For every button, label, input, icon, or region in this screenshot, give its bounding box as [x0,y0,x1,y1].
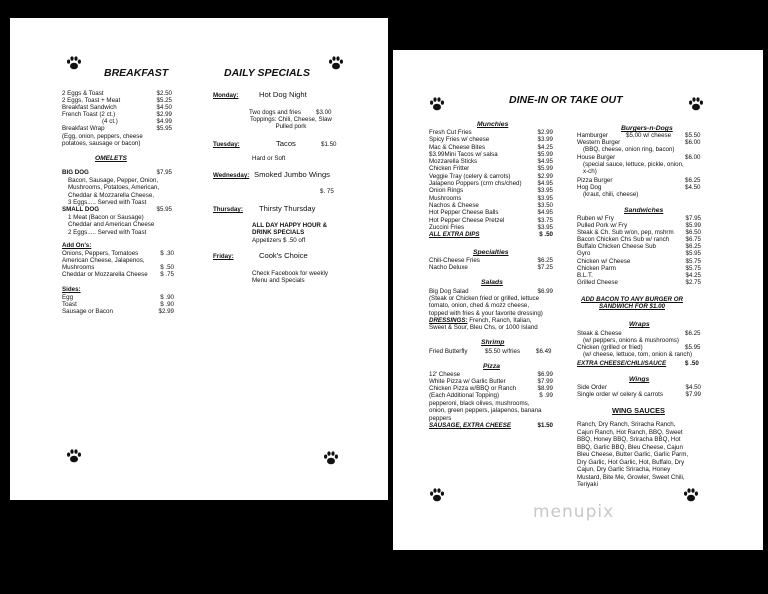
house-description: (special sauce, lettuce, pickle, onion, x-ch) [583,161,684,176]
item-price: $5.95 [156,206,172,213]
list-item: Mushrooms $ .50 [62,264,174,272]
monday-price: $3.00 [316,109,332,116]
sides-title: Sides: [62,286,81,293]
list-item: Egg $ .90 [62,294,174,301]
list-item: Mushrooms $3.95 [429,194,553,202]
list-item: (4 ct.) $4.99 [102,118,172,126]
list-item: Chicken Parm $5.75 [577,264,701,272]
item-name: BIG DOG [62,169,89,176]
list-item: Mac & Cheese Bites $4.25 [429,143,553,151]
list-item: (Each Additional Topping) $ .99 [429,392,553,400]
paw-print-icon [66,448,82,464]
friday-description: Check Facebook for weekly Menu and Specials [252,270,329,285]
addons-list [62,250,174,278]
list-item: Sausage or Bacon $2.99 [62,308,174,316]
omelets-title: OMELETS [95,155,127,162]
shrimp-detail: $5.50 w/fries [485,348,521,355]
list-item: Pulled Pork w/ Fry $5.99 [577,222,701,230]
addons-title: Add On's: [62,242,92,249]
add-bacon-note: ADD BACON TO ANY BURGER OR SANDWICH FOR $1.00 [581,296,683,311]
wednesday-title: Smoked Jumbo Wings [254,170,330,179]
wraps-title: Wraps [629,321,650,328]
tuesday-label: Tuesday: [213,141,240,148]
specialties-title: Specialties [473,249,509,256]
pizza-toppings: pepperoni, black olives, mushrooms, onion, green peppers, jalapenos, banana peppers [429,400,542,422]
left-menu-page [10,18,388,500]
list-item: White Pizza w/ Garlic Butter $7.99 [429,378,553,386]
list-item: American Cheese, Jalapenos, [62,257,145,265]
list-item: Jalapeno Poppers (crm chs/ched) $4.95 [429,180,553,188]
list-item: Buffalo Chicken Cheese Sub $6.25 [577,243,701,251]
western-price: $6.00 [685,139,701,146]
hamburger-price: $5.50 [685,132,701,139]
wednesday-price: $. 75 [320,188,334,195]
list-item: ALL EXTRA DIPS $ .50 [429,231,553,239]
list-item: 2 Eggs & Toast $2.50 [62,90,172,97]
sandwiches-title: Sandwiches [624,207,664,214]
dressings-label: DRESSINGS: [429,317,468,324]
pizza-burger-price: $6.25 [685,177,701,184]
pizza-extra-row [429,422,553,429]
munchies-list [429,129,553,238]
list-item: Cheddar or Mozzarella Cheese $ .75 [62,271,174,279]
munchies-title: Munchies [477,121,509,128]
hog-dog-price: $4.50 [685,184,701,191]
tuesday-description: Hard or Soft [252,155,286,162]
list-item: B.L.T. $4.25 [577,271,701,279]
item-price: $6.99 [537,288,553,295]
breakfast-title: BREAKFAST [104,67,169,79]
small-dog-row [62,206,172,213]
list-item: Fresh Cut Fries $2.99 [429,129,553,136]
hamburger-cheese: $5.00 w/ cheese [626,132,672,139]
list-item: Onions, Peppers, Tomatoes $ .30 [62,250,174,257]
wing-sauces-title: WING SAUCES [612,406,665,415]
house-name: House Burger [577,154,616,161]
list-item: Steak & Ch. Sub w/on, pep, mshrm $6.50 [577,229,701,237]
item-name: SMALL DOG [62,206,100,213]
list-item: $3.99Mini Tacos w/ salsa $5.99 [429,150,553,158]
list-item: Spicy Fries w/ cheese $3.99 [429,136,553,144]
list-item: Bacon Chicken Chs Sub w/ ranch $6.75 [577,236,701,244]
hamburger-name: Hamburger [577,132,608,139]
pizza-burger-name: Pizza Burger [577,177,613,184]
monday-description: Toppings: Chili, Cheese, Slaw Pulled pork [250,116,332,131]
paw-print-icon [429,96,445,112]
shrimp-title: Shrimp [481,339,505,346]
list-item: Toast $ .90 [62,301,174,309]
list-item: Onion Rings $3.95 [429,187,553,195]
list-item: Hot Pepper Cheese Pretzel $3.75 [429,216,553,224]
thursday-label: Thursday: [213,206,243,213]
paw-print-icon [429,487,445,503]
shrimp-name: Fried Butterfly [429,348,468,355]
list-item: Veggie Tray (celery & carrots) $2.99 [429,172,553,180]
list-item: Chili-Cheese Fries $6.25 [429,257,553,264]
paw-print-icon [66,55,82,71]
pizza-title: Pizza [483,363,500,370]
breakfast-list [62,90,172,133]
monday-item: Two dogs and fries [249,109,301,116]
list-item: Breakfast Wrap $5.95 [62,125,172,133]
steak-wrap-name: Steak & Cheese [577,330,622,337]
list-item: Side Order $4.50 [577,384,701,391]
western-name: Western Burger [577,139,621,146]
steak-wrap-price: $6.25 [685,330,701,337]
list-item: Chicken Fritter $5.99 [429,165,553,173]
list-item: Nacho Deluxe $7.25 [429,264,553,272]
list-item: Breakfast Sandwich $4.50 [62,104,172,112]
pizza-list [429,371,553,399]
paw-print-icon [328,55,344,71]
sandwiches-list [577,215,701,286]
watermark: menupix [533,502,615,522]
hog-dog-description: (kraut, chili, cheese) [583,191,639,198]
wraps-extra-price: $ .50 [685,360,699,367]
steak-wrap-description: (w/ peppers, onions & mushrooms) [583,337,679,344]
hog-dog-name: Hog Dog [577,184,602,191]
list-item: French Toast (2 ct.) $2.99 [62,111,172,119]
dressings-more: Sweet & Sour, Bleu Chs, or 1000 Island [429,324,538,331]
dressings-text: French, Ranch, Italian, [467,317,532,324]
thursday-note: Appetizers $ .50 off [252,237,306,244]
list-item: Single order w/ celery & carrots $7.99 [577,391,701,399]
list-item: Gyro $5.95 [577,250,701,258]
paw-print-icon [688,96,704,112]
list-item: Mozzarella Sticks $4.95 [429,158,553,166]
list-item: Ruben w/ Fry $7.95 [577,215,701,222]
right-menu-page [393,50,763,550]
house-price: $6.00 [685,154,701,161]
paw-print-icon [683,487,699,503]
sides-list [62,294,174,315]
wednesday-label: Wednesday: [213,172,250,179]
monday-label: Monday: [213,92,239,99]
western-description: (BBQ, cheese, onion ring, bacon) [583,146,675,153]
big-dog-description: Bacon, Sausage, Pepper, Onion, Mushrooms, Potatoes, American, Cheddar & Mozzarella Cheese, 3 Eggs..... Served with Toast [68,177,160,207]
chicken-wrap-name: Chicken (grilled or fried) [577,344,643,351]
chicken-wrap-price: $5.95 [685,344,701,351]
thursday-title: Thirsty Thursday [259,204,316,213]
salads-title: Salads [481,279,503,286]
item-price: $7.95 [156,169,172,176]
specialties-list [429,257,553,271]
burgers-title: Burgers-n-Dogs [621,125,673,132]
wing-sauces-list: Ranch, Dry Ranch, Sriracha Ranch, Cajun Ranch, Hot Ranch, BBQ, Sweet BBQ, Honey BBQ, Sriracha BBQ, Hot BBQ, Garlic BBQ, Bleu Cheese, Cajun Bleu Cheese, Butter Garlic, Garlic Parm, Dry Garlic, Hot Garlic, Hot, Buffalo, Dry Cajun, Dry Garlic Sriracha, Honey Mustard, Bite Me, Growler, Sweet Chili, Teriyaki [577,421,689,488]
item-name: SAUSAGE, EXTRA CHEESE [429,422,511,429]
list-item: Zuccini Fries $3.95 [429,223,553,231]
wrap-description: (Egg, onion, peppers, cheese potatoes, sausage or bacon) [62,133,143,148]
daily-specials-title: DAILY SPECIALS [224,67,310,79]
wraps-extra-name: EXTRA CHEESE/CHILI/SAUCE [577,360,667,367]
tuesday-title: Tacos [276,139,296,148]
wings-title: Wings [629,376,650,383]
wings-list [577,384,701,398]
paw-print-icon [323,450,339,466]
friday-label: Friday: [213,253,234,260]
list-item: 2 Eggs, Toast + Meat $5.25 [62,97,172,105]
small-dog-description: 1 Meat (Bacon or Sausage) Cheddar and American Cheese 2 Eggs..... Served with Toast [68,214,155,236]
item-price: $1.50 [537,422,553,429]
list-item: Nachos & Cheese $3.50 [429,201,553,209]
friday-title: Cook's Choice [259,251,308,260]
monday-title: Hot Dog Night [259,90,307,99]
list-item: Grilled Cheese $2.75 [577,278,701,286]
salad-description: (Steak or Chicken fried or grilled, lettuce tomato, onion, ched & mozz cheese, topped with fries & your favorite dressing) [429,295,543,317]
big-dog-row [62,169,172,176]
list-item: Hot Pepper Cheese Balls $4.95 [429,209,553,217]
list-item: Chicken w/ Cheese $5.75 [577,257,701,265]
shrimp-price: $6.49 [536,348,552,355]
thursday-description: ALL DAY HAPPY HOUR & DRINK SPECIALS [252,222,328,237]
chicken-wrap-description: (w/ cheese, lettuce, tom, onion & ranch) [583,351,693,358]
dine-in-title: DINE-IN OR TAKE OUT [509,94,623,106]
list-item: 12' Cheese $6.99 [429,371,553,378]
item-name: Big Dog Salad [429,288,469,295]
tuesday-price: $1.50 [321,141,337,148]
list-item: Chicken Pizza w/BBQ or Ranch $8.99 [429,385,553,393]
